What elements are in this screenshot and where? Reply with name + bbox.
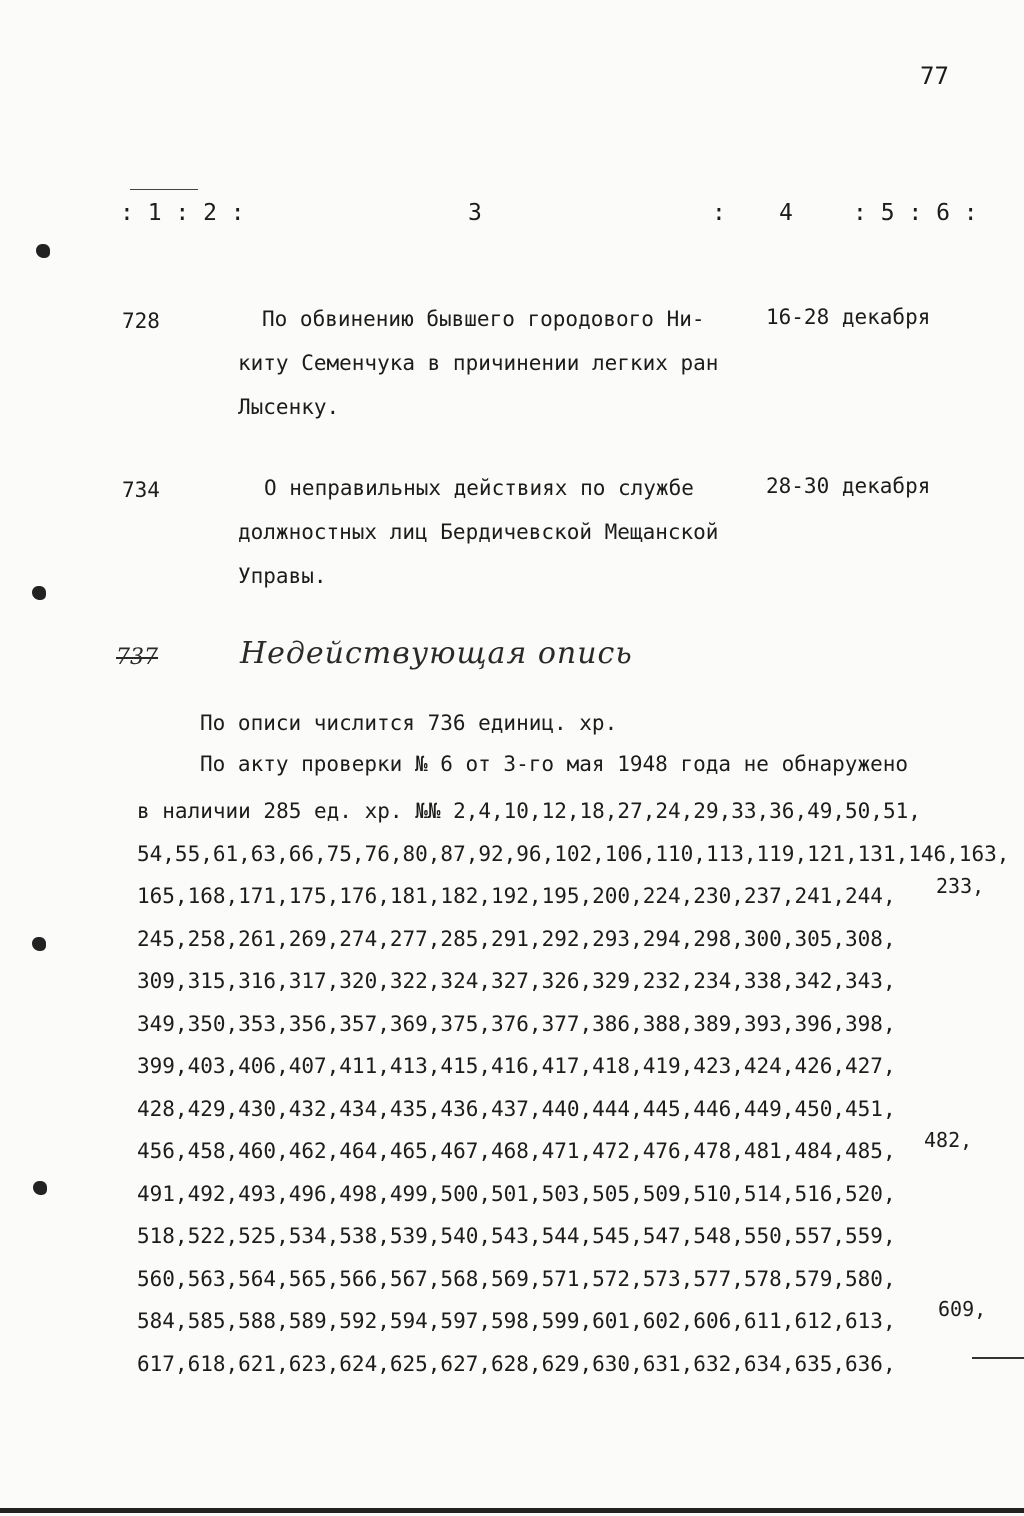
- scan-edge: [0, 1508, 1024, 1513]
- number-line: 617,618,621,623,624,625,627,628,629,630,631,632,634,635,636,: [137, 1351, 896, 1376]
- number-line: 584,585,588,589,592,594,597,598,599,601,602,606,611,612,613,: [137, 1309, 896, 1333]
- entry-description: [238, 466, 718, 598]
- entry-dates: 16-28 декабря: [766, 305, 931, 329]
- margin-dash: [972, 1357, 1024, 1359]
- entry-line: Управы.: [238, 564, 327, 588]
- entry-number: 734: [122, 478, 160, 502]
- entry-dates: 28-30 декабря: [766, 474, 931, 498]
- entry-line: Лысенку.: [238, 395, 340, 419]
- number-line: 428,429,430,432,434,435,436,437,440,444,445,446,449,450,451,: [137, 1096, 896, 1121]
- number-line: 560,563,564,565,566,567,568,569,571,572,573,577,578,579,580,: [137, 1266, 896, 1291]
- binding-hole: [32, 937, 46, 951]
- count-paragraph: По описи числится 736 единиц. хр.: [200, 711, 618, 735]
- missing-items-list: [137, 790, 1009, 1385]
- number-line: 518,522,525,534,538,539,540,543,544,545,547,548,550,557,559,: [137, 1224, 896, 1248]
- header-separator: :: [712, 200, 726, 226]
- entry-number: 728: [122, 309, 160, 333]
- page-number: 77: [920, 62, 949, 90]
- header-col-5-6: : 5 : 6 :: [853, 200, 978, 226]
- number-line: 165,168,171,175,176,181,182,192,195,200,224,230,237,241,244,: [137, 884, 896, 908]
- header-col-3: 3: [468, 200, 482, 226]
- number-line: 309,315,316,317,320,322,324,327,326,329,232,234,338,342,343,: [137, 969, 896, 993]
- binding-hole: [33, 1181, 47, 1195]
- entry-description: [238, 297, 718, 429]
- header-col-4: 4: [779, 200, 793, 226]
- handwritten-title: Недействующая опись: [240, 636, 633, 671]
- number-line: 54,55,61,63,66,75,76,80,87,92,96,102,106,110,113,119,121,131,146,163,: [137, 841, 1010, 866]
- binding-hole: [32, 586, 46, 600]
- number-line: 349,350,353,356,357,369,375,376,377,386,388,389,393,396,398,: [137, 1011, 896, 1036]
- header-rule: [130, 189, 198, 190]
- entry-line: О неправильных действиях по службе: [264, 476, 694, 500]
- number-line: 245,258,261,269,274,277,285,291,292,293,294,298,300,305,308,: [137, 926, 896, 951]
- entry-line: должностных лиц Бердичевской Мещанской: [238, 520, 719, 544]
- binding-hole: [36, 244, 50, 258]
- handwritten-number: 737: [116, 645, 158, 670]
- entry-line: киту Семенчука в причинении легких ран: [238, 351, 719, 375]
- margin-addition: 482,: [924, 1128, 973, 1152]
- margin-addition: 233,: [936, 874, 985, 898]
- entry-line: По обвинению бывшего городового Ни-: [262, 307, 705, 331]
- number-line: в наличии 285 ед. хр. №№ 2,4,10,12,18,27,24,29,33,36,49,50,51,: [137, 799, 921, 823]
- act-paragraph: По акту проверки № 6 от 3-го мая 1948 года не обнаружено: [200, 752, 909, 776]
- number-line: 399,403,406,407,411,413,415,416,417,418,419,423,424,426,427,: [137, 1054, 896, 1078]
- header-col-1-2: : 1 : 2 :: [120, 200, 245, 226]
- number-line: 491,492,493,496,498,499,500,501,503,505,509,510,514,516,520,: [137, 1181, 896, 1206]
- number-line: 456,458,460,462,464,465,467,468,471,472,476,478,481,484,485,: [137, 1139, 896, 1163]
- margin-addition: 609,: [938, 1297, 987, 1321]
